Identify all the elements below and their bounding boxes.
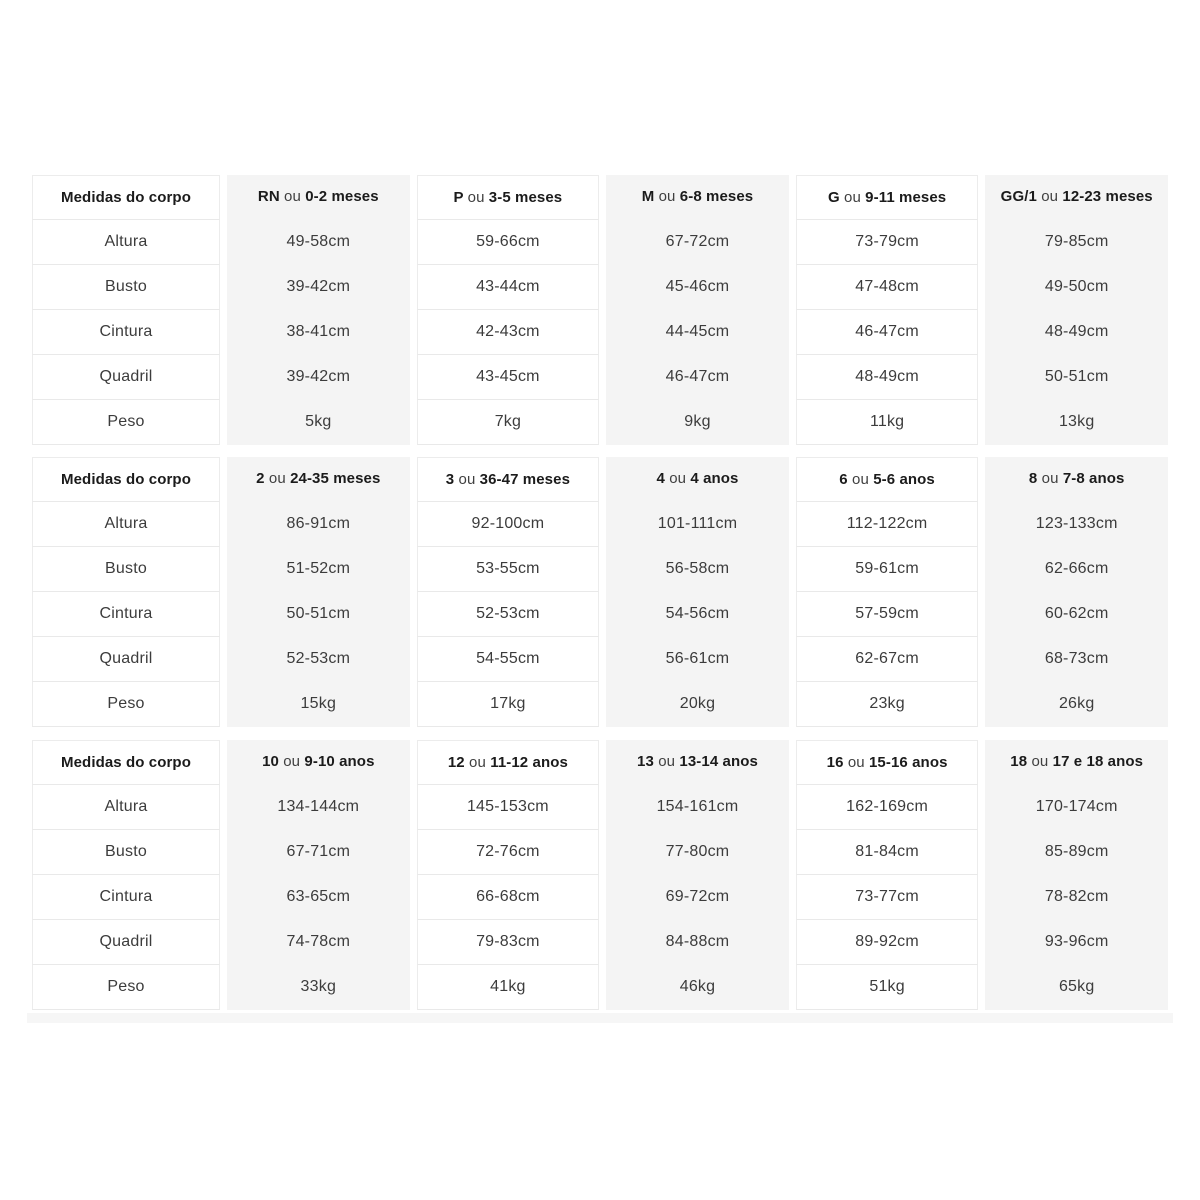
row-label-altura: Altura: [32, 785, 220, 830]
age-range: 12-23 meses: [1062, 188, 1153, 205]
corner-header: Medidas do corpo: [32, 175, 220, 220]
age-range: 6-8 meses: [679, 188, 754, 205]
value-cell: 77-80cm: [606, 830, 789, 875]
value-cell: 49-58cm: [227, 220, 410, 265]
size-code: G: [827, 189, 840, 206]
value-cell: 68-73cm: [985, 637, 1168, 682]
column-header-g: [796, 175, 979, 220]
value-cell: 81-84cm: [796, 830, 979, 875]
value-cell: 59-61cm: [796, 547, 979, 592]
value-cell: 45-46cm: [606, 265, 789, 310]
value-cell: 41kg: [417, 965, 600, 1010]
value-cell: 72-76cm: [417, 830, 600, 875]
age-range: 3-5 meses: [488, 189, 563, 206]
value-cell: 49-50cm: [985, 265, 1168, 310]
column-header-rn: [227, 175, 410, 220]
column-header-6: [796, 457, 979, 502]
age-range: 11-12 anos: [490, 754, 568, 771]
value-cell: 26kg: [985, 682, 1168, 727]
size-table-kids: [32, 740, 1168, 1010]
value-cell: 67-71cm: [227, 830, 410, 875]
value-cell: 86-91cm: [227, 502, 410, 547]
value-cell: 51kg: [796, 965, 979, 1010]
corner-header: Medidas do corpo: [32, 740, 220, 785]
value-cell: 48-49cm: [985, 310, 1168, 355]
value-cell: 46-47cm: [606, 355, 789, 400]
value-cell: 59-66cm: [417, 220, 600, 265]
conjunction: ou: [467, 189, 485, 206]
row-label-altura: Altura: [32, 502, 220, 547]
value-cell: 54-56cm: [606, 592, 789, 637]
value-cell: 20kg: [606, 682, 789, 727]
age-range: 5-6 anos: [873, 471, 935, 488]
value-cell: 162-169cm: [796, 785, 979, 830]
value-cell: 67-72cm: [606, 220, 789, 265]
value-cell: 50-51cm: [985, 355, 1168, 400]
value-cell: 50-51cm: [227, 592, 410, 637]
value-cell: 44-45cm: [606, 310, 789, 355]
value-cell: 170-174cm: [985, 785, 1168, 830]
value-cell: 17kg: [417, 682, 600, 727]
row-label-quadril: Quadril: [32, 355, 220, 400]
size-code: 13: [637, 753, 654, 770]
row-label-quadril: Quadril: [32, 920, 220, 965]
age-range: 9-11 meses: [865, 189, 947, 206]
row-label-altura: Altura: [32, 220, 220, 265]
conjunction: ou: [669, 470, 687, 487]
conjunction: ou: [844, 189, 861, 206]
size-code: M: [641, 188, 655, 205]
size-code: GG/1: [1000, 188, 1037, 205]
value-cell: 13kg: [985, 400, 1168, 445]
size-code: 8: [1028, 470, 1038, 487]
value-cell: 23kg: [796, 682, 979, 727]
value-cell: 7kg: [417, 400, 600, 445]
conjunction: ou: [1031, 753, 1049, 770]
value-cell: 62-66cm: [985, 547, 1168, 592]
column-header-10: [227, 740, 410, 785]
value-cell: 5kg: [227, 400, 410, 445]
value-cell: 52-53cm: [417, 592, 600, 637]
column-header-12: [417, 740, 600, 785]
size-code: 6: [839, 471, 848, 488]
value-cell: 60-62cm: [985, 592, 1168, 637]
value-cell: 73-77cm: [796, 875, 979, 920]
value-cell: 123-133cm: [985, 502, 1168, 547]
value-cell: 38-41cm: [227, 310, 410, 355]
value-cell: 46-47cm: [796, 310, 979, 355]
size-code: 4: [656, 470, 665, 487]
age-range: 9-10 anos: [304, 753, 375, 770]
value-cell: 112-122cm: [796, 502, 979, 547]
column-header-8: [985, 457, 1168, 502]
row-label-quadril: Quadril: [32, 637, 220, 682]
age-range: 24-35 meses: [290, 470, 381, 487]
column-header-p: [417, 175, 600, 220]
size-code: 12: [447, 754, 465, 771]
column-header-3: [417, 457, 600, 502]
row-label-cintura: Cintura: [32, 592, 220, 637]
value-cell: 66-68cm: [417, 875, 600, 920]
size-code: 18: [1010, 753, 1028, 770]
conjunction: ou: [658, 188, 676, 205]
size-table-babies: [32, 175, 1168, 445]
value-cell: 101-111cm: [606, 502, 789, 547]
column-header-m: [606, 175, 789, 220]
conjunction: ou: [1041, 188, 1059, 205]
row-label-busto: Busto: [32, 265, 220, 310]
conjunction: ou: [458, 471, 476, 488]
value-cell: 9kg: [606, 400, 789, 445]
size-code: 10: [262, 753, 279, 770]
column-header-2: [227, 457, 410, 502]
value-cell: 11kg: [796, 400, 979, 445]
conjunction: ou: [284, 188, 301, 205]
value-cell: 134-144cm: [227, 785, 410, 830]
conjunction: ou: [283, 753, 301, 770]
row-label-busto: Busto: [32, 830, 220, 875]
age-range: 4 anos: [690, 470, 739, 487]
column-header-13: [606, 740, 789, 785]
value-cell: 89-92cm: [796, 920, 979, 965]
conjunction: ou: [268, 470, 286, 487]
conjunction: ou: [1041, 470, 1059, 487]
conjunction: ou: [847, 754, 865, 771]
size-code: P: [453, 189, 464, 206]
value-cell: 79-85cm: [985, 220, 1168, 265]
value-cell: 93-96cm: [985, 920, 1168, 965]
size-code: 2: [256, 470, 265, 487]
size-code: RN: [257, 188, 280, 205]
conjunction: ou: [469, 754, 486, 771]
row-label-peso: Peso: [32, 682, 220, 727]
age-range: 36-47 meses: [479, 471, 571, 488]
value-cell: 43-45cm: [417, 355, 600, 400]
row-label-cintura: Cintura: [32, 310, 220, 355]
value-cell: 69-72cm: [606, 875, 789, 920]
value-cell: 42-43cm: [417, 310, 600, 355]
size-code: 16: [826, 754, 844, 771]
value-cell: 73-79cm: [796, 220, 979, 265]
value-cell: 39-42cm: [227, 355, 410, 400]
row-label-peso: Peso: [32, 400, 220, 445]
column-header-gg1: [985, 175, 1168, 220]
size-table-toddlers: [32, 457, 1168, 727]
value-cell: 43-44cm: [417, 265, 600, 310]
value-cell: 63-65cm: [227, 875, 410, 920]
value-cell: 74-78cm: [227, 920, 410, 965]
conjunction: ou: [852, 471, 869, 488]
value-cell: 79-83cm: [417, 920, 600, 965]
value-cell: 39-42cm: [227, 265, 410, 310]
age-range: 15-16 anos: [868, 754, 948, 771]
corner-header: Medidas do corpo: [32, 457, 220, 502]
age-range: 7-8 anos: [1062, 470, 1125, 487]
value-cell: 145-153cm: [417, 785, 600, 830]
row-label-busto: Busto: [32, 547, 220, 592]
age-range: 0-2 meses: [305, 188, 379, 205]
value-cell: 78-82cm: [985, 875, 1168, 920]
value-cell: 51-52cm: [227, 547, 410, 592]
value-cell: 48-49cm: [796, 355, 979, 400]
value-cell: 65kg: [985, 965, 1168, 1010]
value-cell: 62-67cm: [796, 637, 979, 682]
conjunction: ou: [658, 753, 676, 770]
value-cell: 47-48cm: [796, 265, 979, 310]
value-cell: 33kg: [227, 965, 410, 1010]
value-cell: 85-89cm: [985, 830, 1168, 875]
age-range: 17 e 18 anos: [1052, 753, 1144, 770]
row-label-peso: Peso: [32, 965, 220, 1010]
value-cell: 46kg: [606, 965, 789, 1010]
value-cell: 53-55cm: [417, 547, 600, 592]
value-cell: 57-59cm: [796, 592, 979, 637]
horizontal-scrollbar-track[interactable]: [27, 1013, 1173, 1023]
column-header-18: [985, 740, 1168, 785]
value-cell: 92-100cm: [417, 502, 600, 547]
value-cell: 56-61cm: [606, 637, 789, 682]
column-header-16: [796, 740, 979, 785]
value-cell: 56-58cm: [606, 547, 789, 592]
value-cell: 15kg: [227, 682, 410, 727]
row-label-cintura: Cintura: [32, 875, 220, 920]
column-header-4: [606, 457, 789, 502]
value-cell: 54-55cm: [417, 637, 600, 682]
value-cell: 84-88cm: [606, 920, 789, 965]
size-code: 3: [445, 471, 455, 488]
value-cell: 52-53cm: [227, 637, 410, 682]
age-range: 13-14 anos: [679, 753, 758, 770]
value-cell: 154-161cm: [606, 785, 789, 830]
